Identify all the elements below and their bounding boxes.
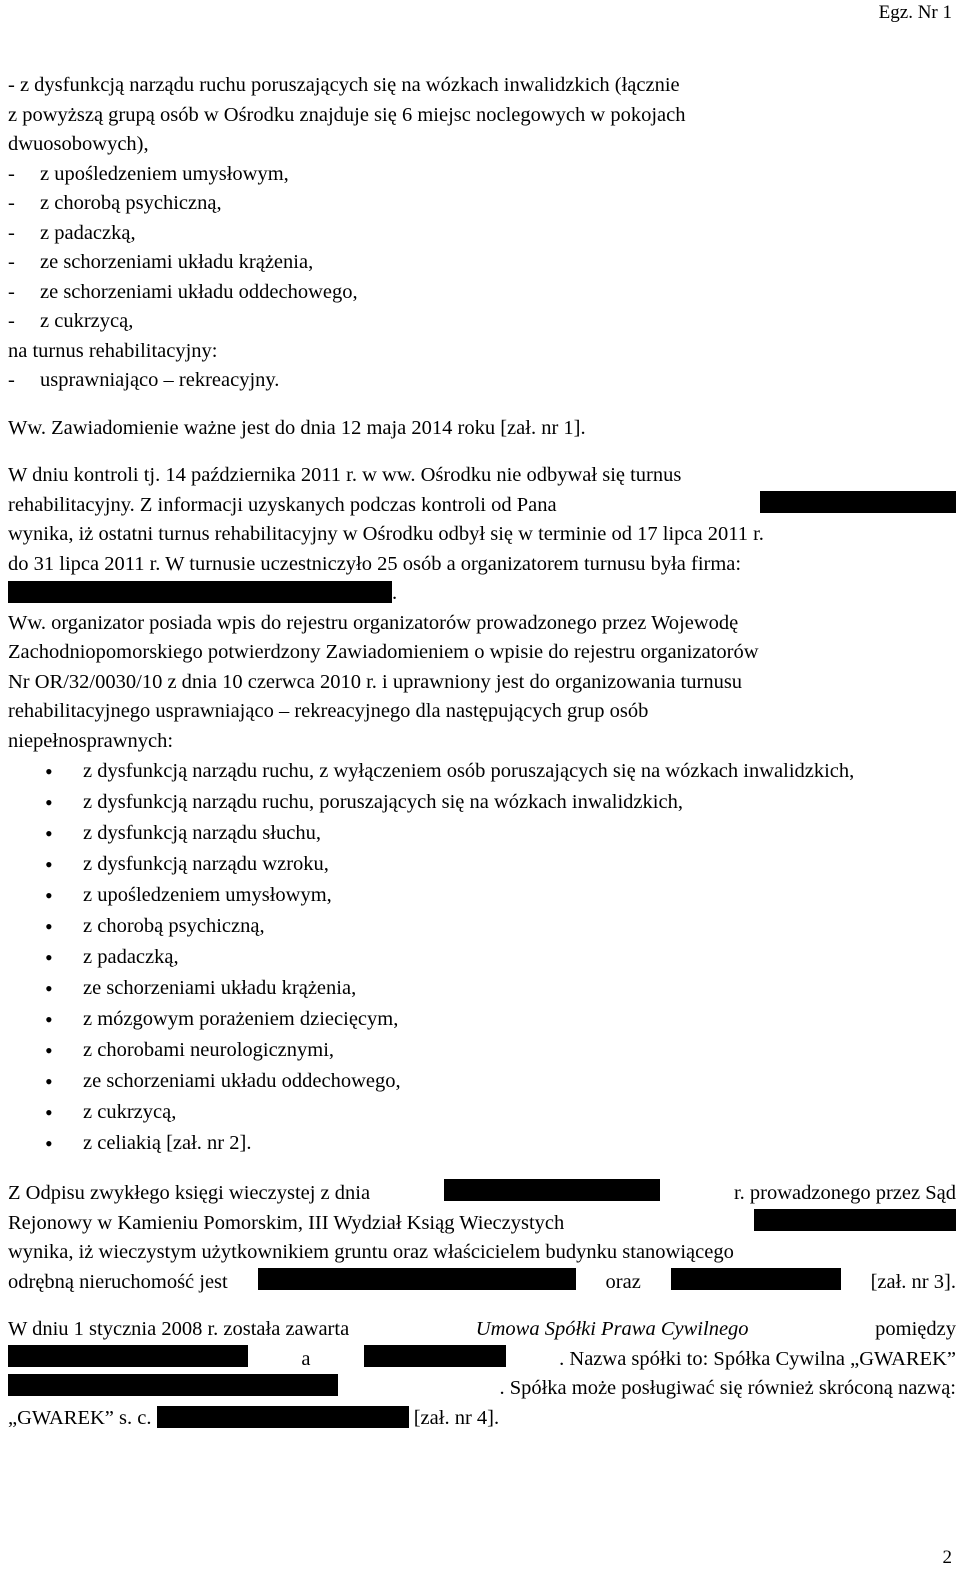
list-item: • z chorobami neurologicznymi,: [8, 1035, 956, 1066]
list-item: • ze schorzeniami układu oddechowego,: [8, 1066, 956, 1097]
redaction-block: [754, 1209, 956, 1231]
umowa-line-2: a . Nazwa spółki to: Spółka Cywilna „GWAREK”: [8, 1345, 956, 1375]
umowa-line-4: „GWAREK” s. c. [zał. nr 4].: [8, 1406, 500, 1429]
list-item: - ze schorzeniami układu krążenia,: [8, 251, 314, 273]
redaction-block: [157, 1406, 409, 1428]
organizator-line-3: Nr OR/32/0030/10 z dnia 10 czerwca 2010 r. i uprawniony jest do organizowania turnusu: [8, 670, 743, 693]
organizator-paragraph: [8, 609, 956, 1160]
document-body: [8, 71, 956, 1433]
page-number: 2: [942, 1547, 952, 1568]
redaction-block: [8, 581, 392, 603]
list-item: • z upośledzeniem umysłowym,: [8, 880, 956, 911]
redaction-block: [364, 1345, 506, 1367]
redaction-block: [760, 491, 956, 513]
redaction-block: [444, 1179, 660, 1201]
organizator-line-2: Zachodniopomorskiego potwierdzony Zawiadomieniem o wpisie do rejestru organizatorów: [8, 641, 759, 663]
list-item: • z dysfunkcją narządu słuchu,: [8, 818, 956, 849]
kontrola-line-2: rehabilitacyjny. Z informacji uzyskanych podczas kontroli od Pana: [8, 491, 956, 521]
redaction-block: [8, 1345, 248, 1367]
list-item: - z padaczką,: [8, 221, 136, 244]
umowa-line-1: W dniu 1 stycznia 2008 r. została zawarta Umowa Spółki Prawa Cywilnego pomiędzy: [8, 1315, 956, 1345]
odpis-paragraph: [8, 1179, 956, 1297]
redaction-block: [258, 1268, 576, 1290]
kontrola-line-5: .: [8, 579, 956, 609]
redaction-block: [671, 1268, 841, 1290]
intro-line-2: z powyższą grupą osób w Ośrodku znajduje się 6 miejsc noclegowych w pokojach: [8, 103, 686, 126]
organizator-line-5: niepełnosprawnych:: [8, 729, 174, 752]
list-item: • ze schorzeniami układu krążenia,: [8, 973, 956, 1004]
turnus-label: na turnus rehabilitacyjny:: [8, 339, 218, 362]
umowa-paragraph: [8, 1315, 956, 1433]
intro-line-3: dwuosobowych),: [8, 133, 149, 155]
groups-list: [8, 756, 956, 1159]
umowa-title: Umowa Spółki Prawa Cywilnego: [475, 1318, 749, 1340]
list-item: • z mózgowym porażeniem dziecięcym,: [8, 1004, 956, 1035]
list-item: - z cukrzycą,: [8, 310, 134, 332]
list-item: • z celiakią [zał. nr 2].: [8, 1128, 956, 1159]
list-item: - z upośledzeniem umysłowym,: [8, 162, 289, 185]
odpis-line-3: wynika, iż wieczystym użytkownikiem gruntu oraz właścicielem budynku stanowiącego: [8, 1241, 734, 1263]
list-item: - ze schorzeniami układu oddechowego,: [8, 280, 358, 303]
zawiadomienie-paragraph: Ww. Zawiadomienie ważne jest do dnia 12 maja 2014 roku [zał. nr 1].: [8, 416, 586, 439]
list-item: • z cukrzycą,: [8, 1097, 956, 1128]
organizator-line-1: Ww. organizator posiada wpis do rejestru organizatorów prowadzonego przez Wojewodę: [8, 611, 739, 634]
list-item: • z dysfunkcją narządu wzroku,: [8, 849, 956, 880]
copy-number: Egz. Nr 1: [878, 2, 952, 23]
kontrola-paragraph: [8, 461, 956, 609]
redaction-block: [8, 1374, 338, 1396]
list-item: - z chorobą psychiczną,: [8, 192, 222, 214]
list-item: • z padaczką,: [8, 942, 956, 973]
intro-section: [8, 71, 956, 396]
list-item: • z chorobą psychiczną,: [8, 911, 956, 942]
odpis-line-1: Z Odpisu zwykłego księgi wieczystej z dnia r. prowadzonego przez Sąd: [8, 1179, 956, 1209]
odpis-line-4: odrębną nieruchomość jest oraz [zał. nr 3].: [8, 1268, 956, 1298]
turnus-item: - usprawniająco – rekreacyjny.: [8, 369, 280, 391]
organizator-line-4: rehabilitacyjnego usprawniająco – rekreacyjnego dla następujących grup osób: [8, 700, 649, 722]
intro-line-1: - z dysfunkcją narządu ruchu poruszających się na wózkach inwalidzkich (łącznie: [8, 74, 680, 96]
list-item: • z dysfunkcją narządu ruchu, poruszających się na wózkach inwalidzkich,: [8, 787, 956, 818]
umowa-line-3: . Spółka może posługiwać się również skróconą nazwą:: [8, 1374, 956, 1404]
kontrola-line-3: wynika, iż ostatni turnus rehabilitacyjny w Ośrodku odbył się w terminie od 17 lipca 2011 r.: [8, 523, 764, 545]
kontrola-line-1: W dniu kontroli tj. 14 października 2011 r. w ww. Ośrodku nie odbywał się turnus: [8, 464, 682, 486]
list-item: • z dysfunkcją narządu ruchu, z wyłączeniem osób poruszających się na wózkach inwalidzkich,: [8, 756, 956, 787]
kontrola-line-4: do 31 lipca 2011 r. W turnusie uczestniczyło 25 osób a organizatorem turnusu była firma:: [8, 552, 742, 575]
odpis-line-2: Rejonowy w Kamieniu Pomorskim, III Wydział Ksiąg Wieczystych: [8, 1209, 956, 1239]
